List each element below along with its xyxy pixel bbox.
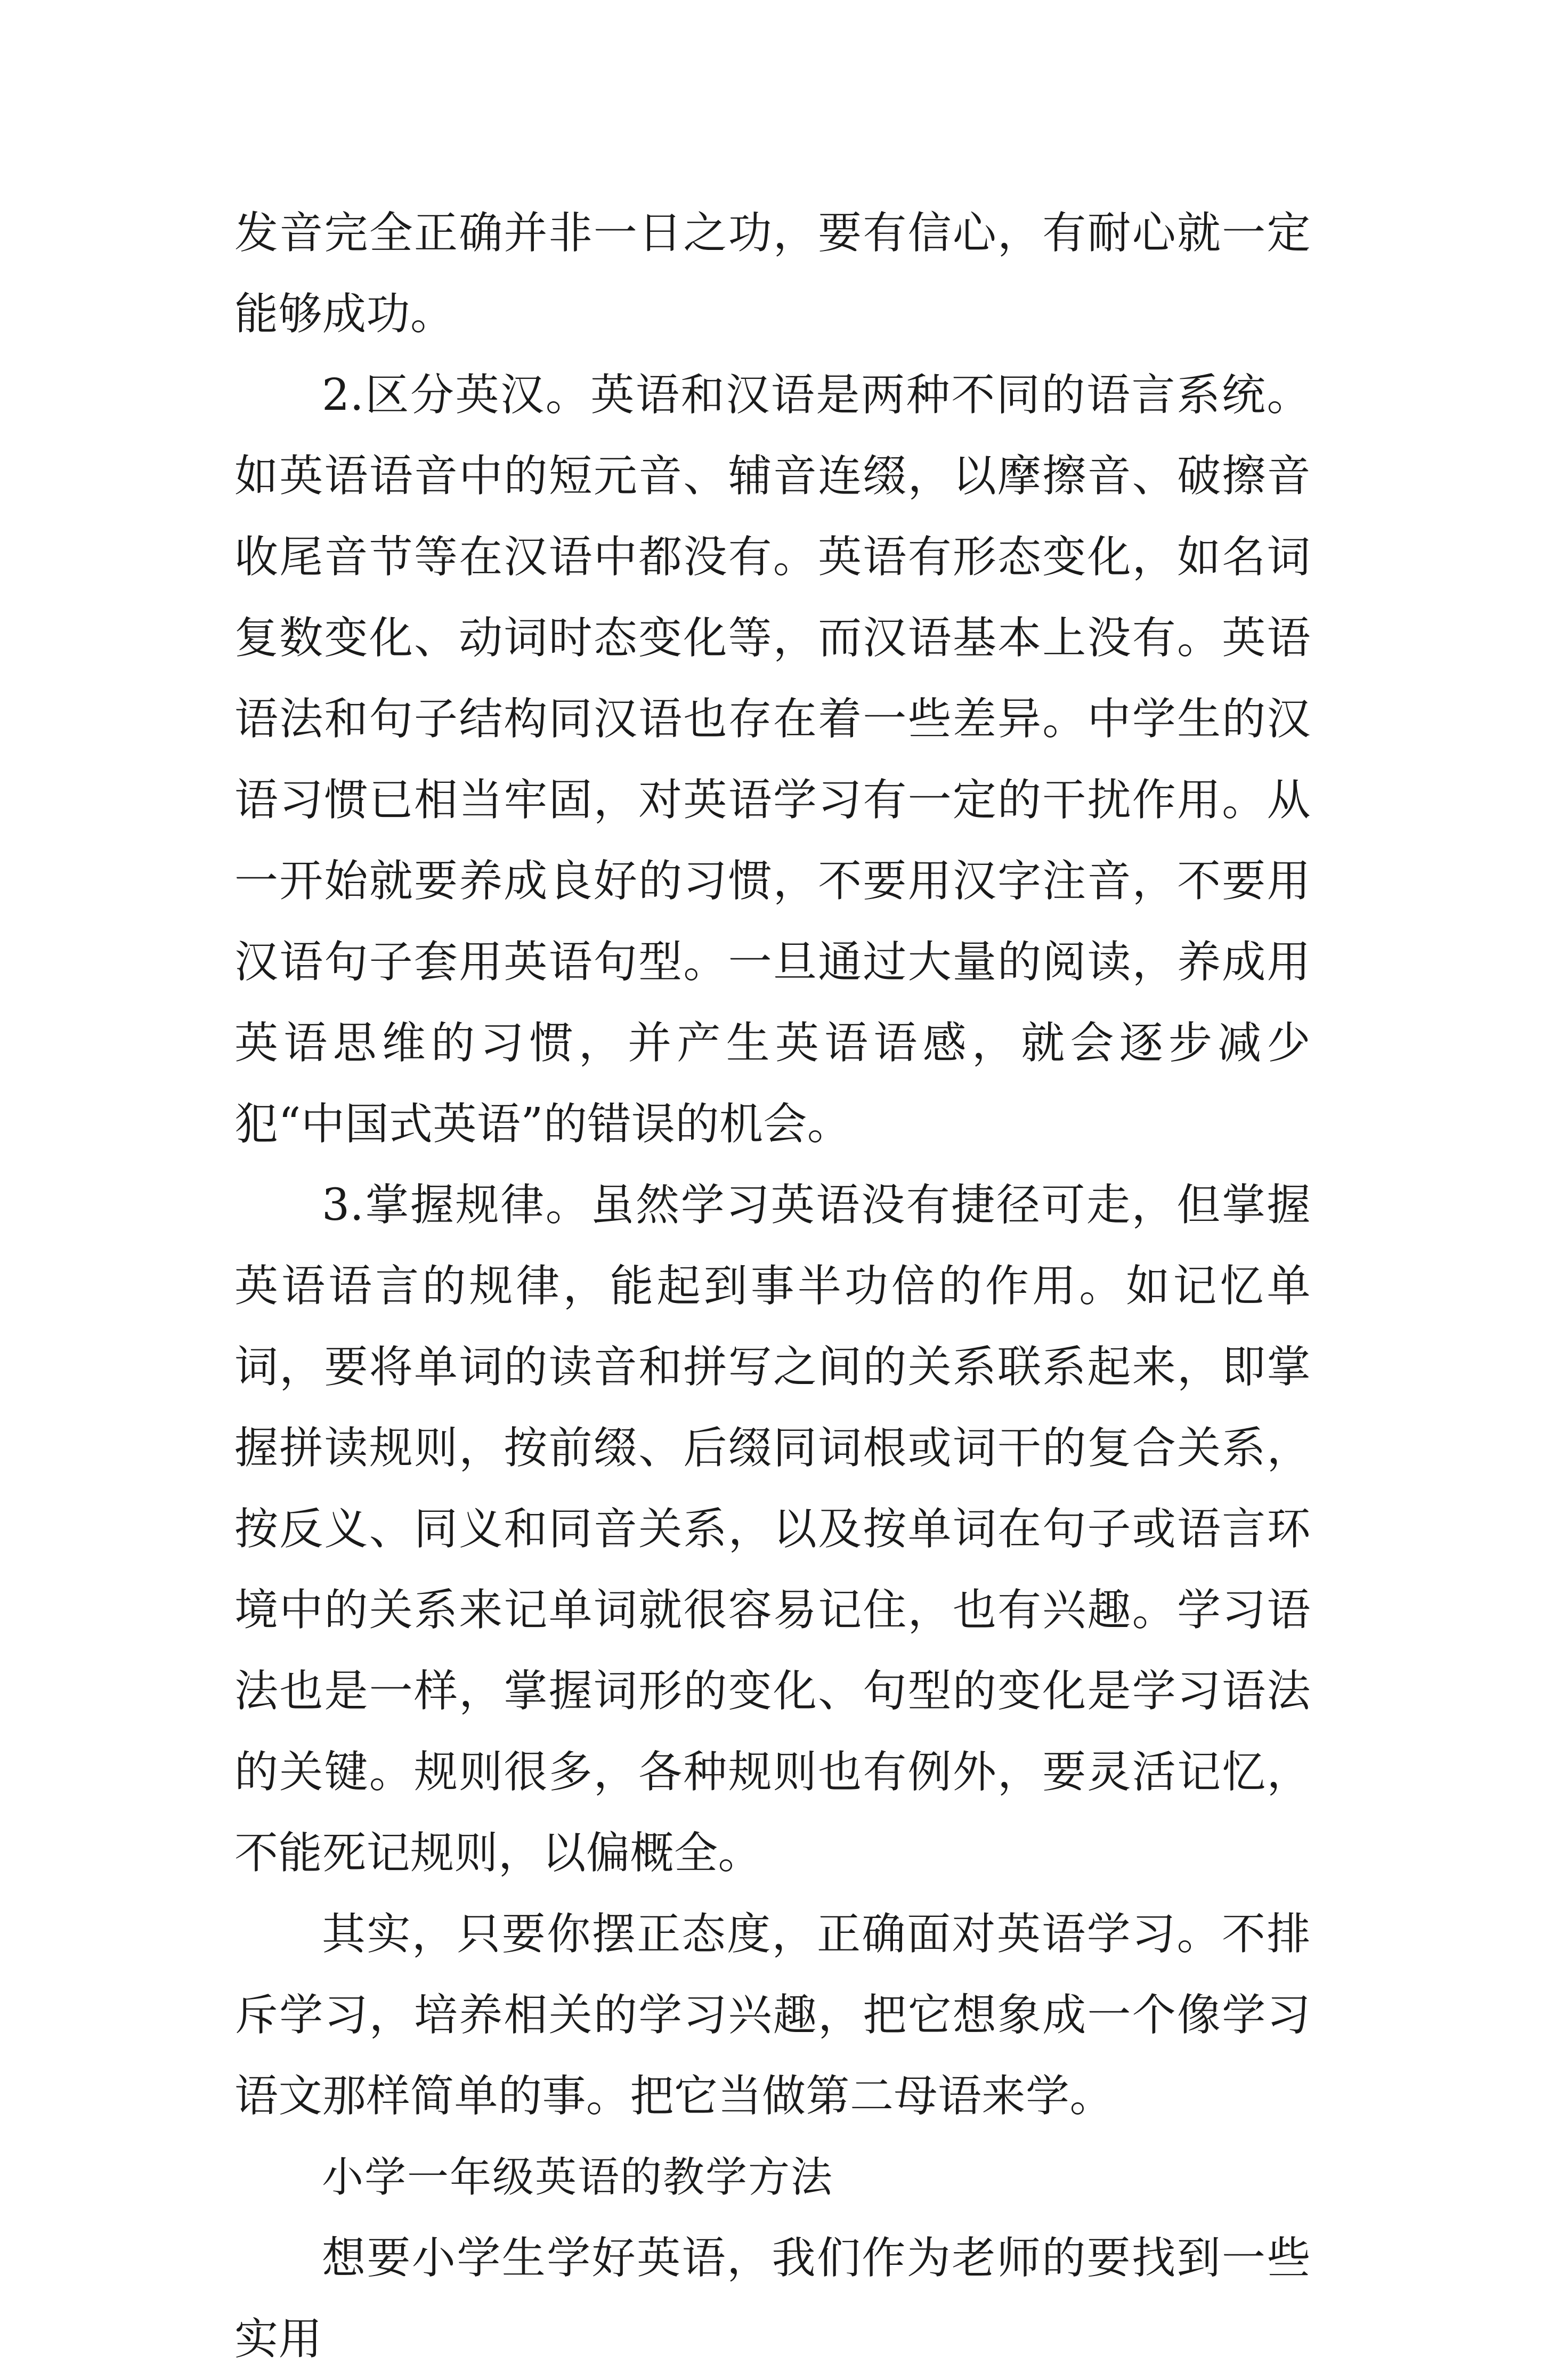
paragraph-summary: 其实，只要你摆正态度，正确面对英语学习。不排斥学习，培养相关的学习兴趣，把它想象成一个像学习语文那样简单的事。把它当做第二母语来学。: [234, 1909, 1311, 2122]
paragraph-continued: 发音完全正确并非一日之功，要有信心，有耐心就一定能够成功。: [234, 208, 1311, 339]
paragraph-intro: 想要小学生学好英语，我们作为老师的要找到一些实用: [234, 2233, 1311, 2365]
paragraph-section-2: 2.区分英汉。英语和汉语是两种不同的语言系统。如英语语音中的短元音、辅音连缀，以摩擦音、破擦音收尾音节等在汉语中都没有。英语有形态变化，如名词复数变化、动词时态变化等，而汉语基本上没有。英语语法和句子结构同汉语也存在着一些差异。中学生的汉语习惯已相当牢固，对英语学习有一定的干扰作用。从一开始就要养成良好的习惯，不要用汉字注音，不要用汉语句子套用英语句型。一旦通过大量的阅读，养成用英语思维的习惯，并产生英语语感，就会逐步减少犯“中国式英语”的错误的机会。: [234, 370, 1311, 1149]
document-body: [234, 193, 1311, 2380]
section-heading: 小学一年级英语的教学方法: [322, 2154, 834, 2201]
paragraph-section-3: 3.掌握规律。虽然学习英语没有捷径可走，但掌握英语语言的规律，能起到事半功倍的作用。如记忆单词，要将单词的读音和拼写之间的关系联系起来，即掌握拼读规则，按前缀、后缀同词根或词干的复合关系，按反义、同义和同音关系，以及按单词在句子或语言环境中的关系来记单词就很容易记住，也有兴趣。学习语法也是一样，掌握词形的变化、句型的变化是学习语法的关键。规则很多，各种规则也有例外，要灵活记忆，不能死记规则，以偏概全。: [234, 1180, 1311, 1879]
